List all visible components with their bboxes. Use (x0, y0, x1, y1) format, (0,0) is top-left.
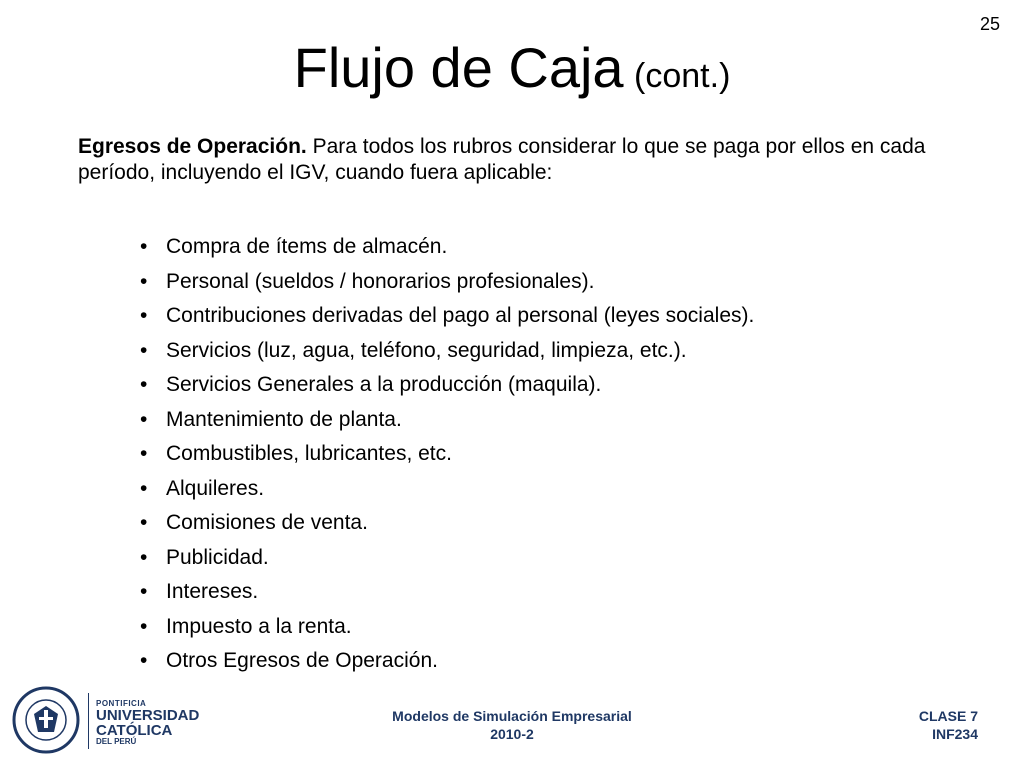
intro-text: Para todos los rubros considerar lo que se paga por ellos en cada período, incluyendo el IGV, cuando fuera aplicable: (78, 135, 926, 184)
bullet-item (140, 510, 754, 545)
bullet-item (140, 269, 754, 304)
university-name-line4: DEL PERÚ (96, 737, 137, 746)
university-name-line2: UNIVERSIDAD (96, 707, 200, 724)
bullet-item (140, 579, 754, 614)
bullet-text: Alquileres. (166, 476, 265, 500)
bullet-dot-icon: • (140, 304, 148, 327)
title-sub: (cont.) (634, 57, 731, 95)
bullet-text: Compra de ítems de almacén. (166, 235, 448, 258)
bullet-text: Intereses. (166, 580, 259, 603)
bullet-dot-icon: • (140, 580, 148, 603)
bullet-dot-icon: • (140, 545, 148, 569)
bullet-text: Comisiones de venta. (166, 511, 368, 534)
bullet-item (140, 545, 754, 580)
bullet-text: Servicios (luz, agua, teléfono, seguridad, limpieza, etc.). (166, 338, 687, 362)
bullet-dot-icon: • (140, 511, 148, 534)
course-name: Modelos de Simulación Empresarial (392, 708, 632, 724)
university-name-line3: CATÓLICA (96, 722, 173, 739)
bullet-dot-icon: • (140, 235, 148, 258)
bullet-item (140, 648, 754, 683)
bullet-dot-icon: • (140, 476, 148, 500)
bullet-item (140, 441, 754, 476)
class-number: CLASE 7 (918, 708, 978, 724)
title-main: Flujo de Caja (293, 36, 624, 99)
course-code: INF234 (932, 726, 978, 742)
bullet-item (140, 234, 754, 269)
intro-heading: Egresos de Operación. (78, 135, 307, 158)
bullet-item (140, 303, 754, 338)
bullet-dot-icon: • (140, 338, 148, 362)
bullet-text: Combustibles, lubricantes, etc. (166, 442, 452, 465)
bullet-item (140, 338, 754, 373)
university-name-line1: PONTIFICIA (96, 699, 147, 708)
bullet-dot-icon: • (140, 373, 148, 396)
bullet-text: Impuesto a la renta. (166, 614, 352, 638)
bullet-dot-icon: • (140, 407, 148, 431)
bullet-text: Mantenimiento de planta. (166, 407, 402, 431)
slide-number: 25 (979, 14, 1000, 34)
footer-course (0, 707, 1024, 743)
page-title (0, 36, 1024, 99)
bullet-dot-icon: • (140, 442, 148, 465)
bullet-item (140, 614, 754, 649)
footer-class (919, 707, 978, 743)
bullet-dot-icon: • (140, 614, 148, 638)
bullet-dot-icon: • (140, 649, 148, 672)
bullet-list (140, 234, 754, 683)
bullet-item (140, 407, 754, 442)
bullet-dot-icon: • (140, 269, 148, 293)
bullet-text: Servicios Generales a la producción (maquila). (166, 373, 602, 396)
intro-paragraph (78, 134, 978, 186)
bullet-item (140, 476, 754, 511)
bullet-text: Publicidad. (166, 545, 269, 569)
bullet-text: Contribuciones derivadas del pago al personal (leyes sociales). (166, 304, 755, 327)
bullet-item (140, 372, 754, 407)
bullet-text: Personal (sueldos / honorarios profesionales). (166, 269, 595, 293)
bullet-text: Otros Egresos de Operación. (166, 649, 438, 672)
course-term: 2010-2 (490, 726, 534, 742)
